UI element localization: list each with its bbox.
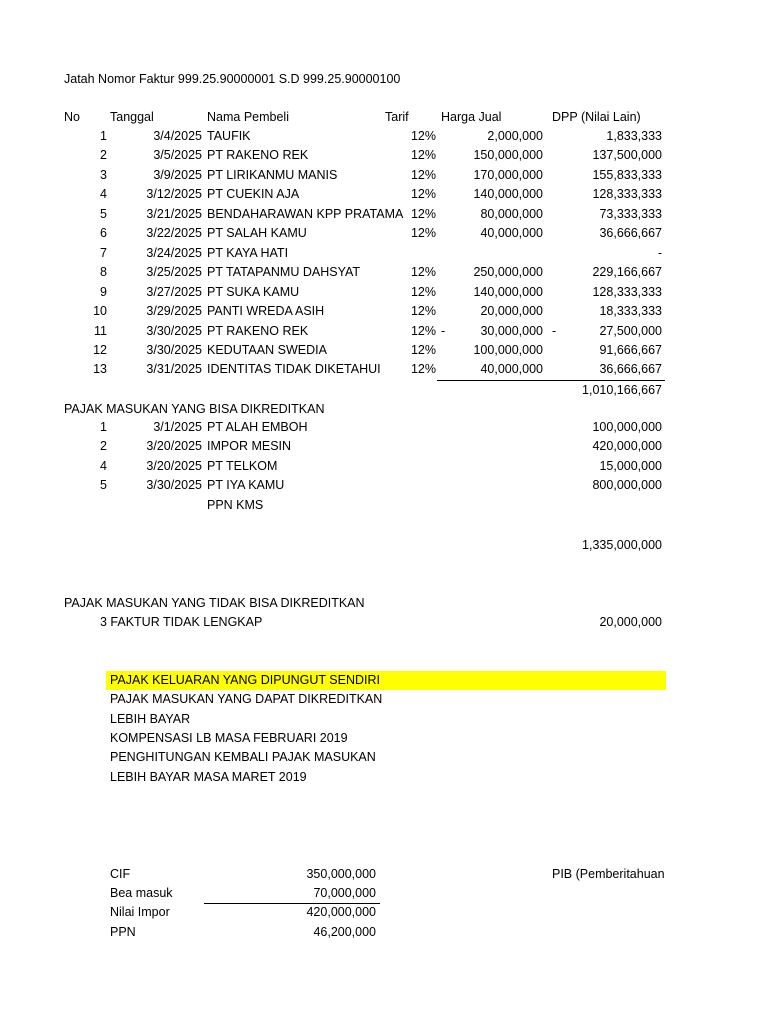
sales-tanggal: 3/31/2025 [146, 362, 202, 376]
sales-nama: PT LIRIKANMU MANIS [207, 168, 338, 182]
col-header-tarif: Tarif [385, 110, 409, 124]
col-header-harga: Harga Jual [441, 110, 502, 124]
sales-nama: IDENTITAS TIDAK DIKETAHUI [207, 362, 381, 376]
sales-no: 1 [100, 129, 107, 143]
sales-nama: BENDAHARAWAN KPP PRATAMA [207, 207, 404, 221]
pm-nama: PT TELKOM [207, 459, 278, 473]
sales-tarif: 12% [410, 148, 436, 162]
sales-dpp: 18,333,333 [599, 304, 662, 318]
sales-nama: PT CUEKIN AJA [207, 187, 300, 201]
pm-no: 5 [100, 478, 107, 492]
sales-no: 3 [100, 168, 107, 182]
pm-no: 1 [100, 420, 107, 434]
sales-tarif: 12% [410, 226, 436, 240]
sales-harga [440, 244, 543, 263]
sales-dpp: 91,666,667 [599, 343, 662, 357]
sales-no: 8 [100, 265, 107, 279]
sales-nama: PT SALAH KAMU [207, 226, 307, 240]
sales-harga: 250,000,000 [473, 265, 543, 279]
pm-no: 2 [100, 439, 107, 453]
sales-harga: 40,000,000 [480, 226, 543, 240]
sales-dpp: 73,333,333 [599, 207, 662, 221]
sales-dpp: 137,500,000 [592, 148, 662, 162]
pm-dpp: 420,000,000 [592, 439, 662, 453]
sales-no: 12 [93, 343, 107, 357]
col-header-tanggal: Tanggal [110, 110, 154, 124]
sales-tarif: 12% [410, 129, 436, 143]
pm-dpp: 800,000,000 [592, 478, 662, 492]
sales-dpp: 36,666,667 [599, 226, 662, 240]
ppn-kms-label: PPN KMS [207, 498, 264, 512]
pm-dpp: 15,000,000 [599, 459, 662, 473]
sales-no: 2 [100, 148, 107, 162]
sales-tanggal: 3/9/2025 [153, 168, 202, 182]
impor-value-nilai: 420,000,000 [306, 905, 376, 919]
sales-tanggal: 3/30/2025 [146, 324, 202, 338]
pm-dpp: 100,000,000 [592, 420, 662, 434]
sales-no: 6 [100, 226, 107, 240]
sales-harga: 20,000,000 [480, 304, 543, 318]
summary-line: PENGHITUNGAN KEMBALI PAJAK MASUKAN [110, 750, 376, 764]
sales-harga: 100,000,000 [473, 343, 543, 357]
sales-tarif [380, 244, 436, 263]
pm-tanggal: 3/30/2025 [146, 478, 202, 492]
sales-total: 1,010,166,667 [582, 383, 662, 397]
sales-dpp: 128,333,333 [592, 285, 662, 299]
summary-line: LEBIH BAYAR [110, 712, 191, 726]
sales-dpp: - [657, 246, 662, 260]
impor-label-nilai: Nilai Impor [110, 905, 170, 919]
sales-tanggal: 3/4/2025 [153, 129, 202, 143]
impor-label-cif: CIF [110, 867, 131, 881]
sales-nama: TAUFIK [207, 129, 251, 143]
sales-nama: PANTI WREDA ASIH [207, 304, 325, 318]
sales-tanggal: 3/22/2025 [146, 226, 202, 240]
sales-tanggal: 3/29/2025 [146, 304, 202, 318]
col-header-nama: Nama Pembeli [207, 110, 289, 124]
sales-nama: PT RAKENO REK [207, 324, 309, 338]
sales-nama: PT RAKENO REK [207, 148, 309, 162]
sales-no: 5 [100, 207, 107, 221]
sales-tanggal: 3/27/2025 [146, 285, 202, 299]
pm-kredit-title: PAJAK MASUKAN YANG BISA DIKREDITKAN [64, 402, 325, 416]
sales-no: 11 [94, 324, 107, 338]
sales-harga: 140,000,000 [473, 187, 543, 201]
summary-line: LEBIH BAYAR MASA MARET 2019 [110, 770, 307, 784]
sales-harga: 170,000,000 [473, 168, 543, 182]
summary-line: KOMPENSASI LB MASA FEBRUARI 2019 [110, 731, 348, 745]
impor-value-cif: 350,000,000 [306, 867, 376, 881]
sales-harga: 40,000,000 [480, 362, 543, 376]
sales-tanggal: 3/25/2025 [146, 265, 202, 279]
sales-no: 13 [93, 362, 107, 376]
sales-no: 10 [93, 304, 107, 318]
pm-tanggal: 3/1/2025 [153, 420, 202, 434]
sales-nama: KEDUTAAN SWEDIA [207, 343, 327, 357]
sales-dpp-sign: - [552, 324, 557, 338]
sales-no: 7 [100, 246, 107, 260]
sales-tarif: 12% [410, 207, 436, 221]
sales-harga: 150,000,000 [473, 148, 543, 162]
pm-nama: PT ALAH EMBOH [207, 420, 308, 434]
sales-nama: PT KAYA HATI [207, 246, 289, 260]
sales-no: 4 [100, 187, 107, 201]
sales-tarif: 12% [410, 187, 436, 201]
pm-tanggal: 3/20/2025 [146, 459, 202, 473]
sales-nama: PT TATAPANMU DAHSYAT [207, 265, 361, 279]
sales-dpp: 27,500,000 [599, 324, 662, 338]
pm-tanggal: 3/20/2025 [146, 439, 202, 453]
sales-tanggal: 3/21/2025 [146, 207, 202, 221]
sales-tanggal: 3/30/2025 [146, 343, 202, 357]
pm-tidak-title: PAJAK MASUKAN YANG TIDAK BISA DIKREDITKAN [64, 596, 365, 610]
sales-harga: 2,000,000 [487, 129, 543, 143]
sales-dpp: 155,833,333 [592, 168, 662, 182]
pm-nama: IMPOR MESIN [207, 439, 292, 453]
sales-tanggal: 3/12/2025 [146, 187, 202, 201]
sales-dpp: 36,666,667 [599, 362, 662, 376]
impor-value-ppn: 46,200,000 [313, 925, 376, 939]
sales-tanggal: 3/24/2025 [146, 246, 202, 260]
sales-harga: 80,000,000 [480, 207, 543, 221]
sales-harga-sign: - [441, 324, 446, 338]
sales-dpp: 229,166,667 [592, 265, 662, 279]
col-header-dpp: DPP (Nilai Lain) [552, 110, 641, 124]
sales-no: 9 [100, 285, 107, 299]
sales-tarif: 12% [410, 362, 436, 376]
pm-tidak-value: 20,000,000 [599, 615, 662, 629]
col-header-no: No [64, 110, 80, 124]
pm-tidak-label: 3 FAKTUR TIDAK LENGKAP [100, 615, 263, 629]
pm-nama: PT IYA KAMU [207, 478, 285, 492]
pm-no: 4 [100, 459, 107, 473]
impor-label-bea: Bea masuk [110, 886, 173, 900]
sales-tarif: 12% [410, 285, 436, 299]
sales-tarif: 12% [410, 265, 436, 279]
sheet-title: Jatah Nomor Faktur 999.25.90000001 S.D 999.25.90000100 [64, 72, 401, 86]
sales-harga: 30,000,000 [480, 324, 543, 338]
pib-note: PIB (Pemberitahuan [552, 867, 665, 881]
sales-tarif: 12% [410, 343, 436, 357]
sales-tarif: 12% [410, 304, 436, 318]
summary-line: PAJAK KELUARAN YANG DIPUNGUT SENDIRI [110, 673, 380, 687]
sales-dpp: 128,333,333 [592, 187, 662, 201]
impor-value-bea: 70,000,000 [313, 886, 376, 900]
sales-dpp: 1,833,333 [606, 129, 662, 143]
sales-tarif: 12% [410, 168, 436, 182]
pm-kredit-total: 1,335,000,000 [582, 538, 662, 552]
sales-tarif: 12% [410, 324, 436, 338]
sales-tanggal: 3/5/2025 [153, 148, 202, 162]
sales-nama: PT SUKA KAMU [207, 285, 300, 299]
impor-label-ppn: PPN [110, 925, 136, 939]
sales-harga: 140,000,000 [473, 285, 543, 299]
summary-line: PAJAK MASUKAN YANG DAPAT DIKREDITKAN [110, 692, 383, 706]
